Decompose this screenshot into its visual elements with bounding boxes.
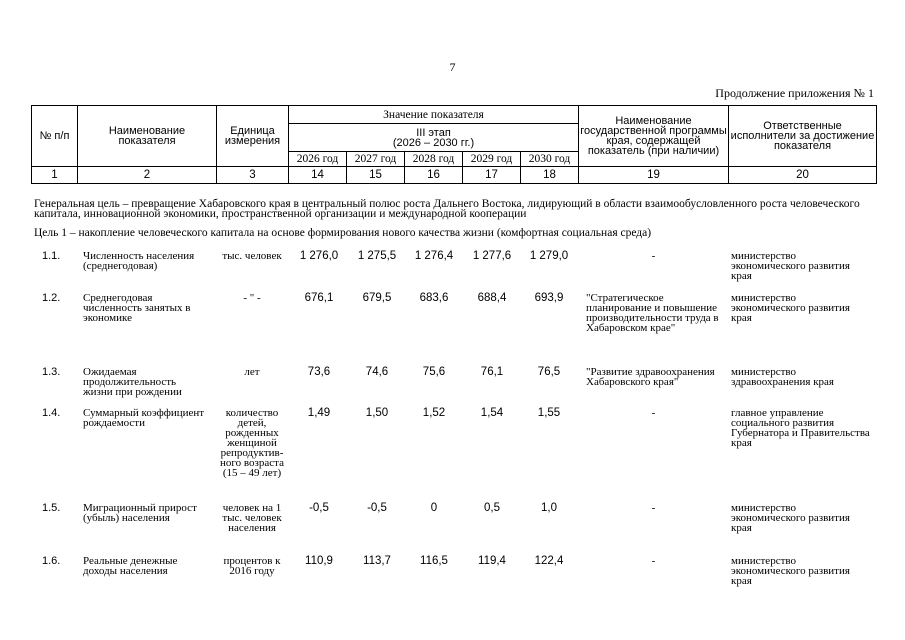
responsible: министерство экономического развития края [731,555,850,587]
value-2027: -0,5 [367,502,387,514]
value-2028: 1 276,4 [414,250,454,262]
header-year: 2030 год [521,152,579,167]
value-2029: 688,4 [477,292,507,304]
header-col-program: Наименование государственной программы края, содержащей показатель (при наличии) [579,106,729,167]
header-col-no: № п/п [32,106,78,167]
value-2028: 683,6 [419,292,449,304]
row-number: 1.1. [42,250,61,262]
responsible: министерство экономического развития края [731,292,850,324]
responsible: главное управление социального развития Губернатора и Правительства края [731,407,870,449]
unit: количество детей, рожденных женщиной репродуктив-ного возраста (15 – 49 лет) [220,407,284,479]
column-number: 15 [347,167,405,184]
value-2030: 76,5 [537,366,561,378]
row-number: 1.2. [42,292,61,304]
responsible: министерство экономического развития края [731,502,850,534]
value-2027: 74,6 [365,366,389,378]
header-stage [289,124,579,152]
program-name: - [651,555,656,567]
header-stage-name: III этап [416,126,451,139]
indicator-name: Численность населения (среднегодовая) [83,250,195,272]
value-2026: 1,49 [307,407,331,419]
value-2028: 1,52 [422,407,446,419]
program-name: - [651,502,656,514]
value-2027: 1,50 [365,407,389,419]
value-2026: 1 276,0 [299,250,339,262]
value-2028: 116,5 [420,555,448,567]
value-2030: 693,9 [534,292,564,304]
indicator-table-header [31,105,877,184]
row-number: 1.3. [42,366,61,378]
value-2027: 113,7 [363,555,391,567]
page-number: 7 [449,60,456,74]
indicator-name: Среднегодовая численность занятых в экономике [83,292,191,324]
row-number: 1.4. [42,407,61,419]
column-number: 18 [521,167,579,184]
value-2030: 1,55 [537,407,561,419]
unit: тыс. человек [222,250,282,262]
value-2026: 676,1 [304,292,334,304]
row-number: 1.6. [42,555,61,567]
unit: лет [244,366,260,378]
column-number: 16 [405,167,463,184]
header-year: 2026 год [289,152,347,167]
indicator-name: Реальные денежные доходы населения [83,555,178,577]
header-stage-period: (2026 – 2030 гг.) [392,136,475,149]
value-2028: 0 [430,502,438,514]
header-year: 2027 год [347,152,405,167]
value-2027: 1 275,5 [357,250,397,262]
value-2029: 119,4 [478,555,506,567]
value-2030: 1,0 [541,502,557,514]
general-goal: Генеральная цель – превращение Хабаровского края в центральный полюс роста Дальнего Востока, лидирующий в области взаимообусловленного роста человеческого капитала, инновационной экономики, пространственной организации и международной кооперации [34,198,860,220]
header-col-responsible: Ответственные исполнители за достижение показателя [729,106,877,167]
value-2029: 1 277,6 [472,250,512,262]
column-number: 20 [729,167,877,184]
value-2028: 75,6 [422,366,446,378]
responsible: министерство здравоохранения края [731,366,834,388]
indicator-name: Суммарный коэффициент рождаемости [83,407,205,429]
program-name: "Развитие здравоохранения Хабаровского края" [586,366,715,388]
column-number: 14 [289,167,347,184]
value-2026: 73,6 [307,366,331,378]
unit: - " - [243,292,261,304]
column-number: 1 [32,167,78,184]
header-year: 2029 год [463,152,521,167]
column-number: 3 [217,167,289,184]
indicator-name: Миграционный прирост (убыль) населения [83,502,197,524]
value-2030: 122,4 [534,555,564,567]
header-year: 2028 год [405,152,463,167]
column-number: 19 [579,167,729,184]
appendix-note: Продолжение приложения № 1 [715,86,874,100]
unit: процентов к 2016 году [223,555,281,577]
value-2030: 1 279,0 [529,250,569,262]
header-col-name: Наименование показателя [78,106,217,167]
program-name: "Стратегическое планирование и повышение производительности труда в Хабаровском крае" [586,292,719,334]
program-name: - [651,250,656,262]
responsible: министерство экономического развития края [731,250,850,282]
goal-1-heading: Цель 1 – накопление человеческого капитала на основе формирования нового качества жизни (комфортная социальная среда) [34,227,652,239]
unit: человек на 1 тыс. человек населения [222,502,282,534]
program-name: - [651,407,656,419]
value-2027: 679,5 [362,292,392,304]
value-2029: 0,5 [484,502,500,514]
header-col-value: Значение показателя [289,106,579,124]
value-2026: 110,9 [305,555,333,567]
header-col-unit: Единица измерения [217,106,289,167]
value-2026: -0,5 [309,502,329,514]
column-number: 17 [463,167,521,184]
row-number: 1.5. [42,502,61,514]
column-number: 2 [78,167,217,184]
value-2029: 1,54 [480,407,504,419]
indicator-name: Ожидаемая продолжительность жизни при рождении [83,366,182,398]
value-2029: 76,1 [480,366,504,378]
